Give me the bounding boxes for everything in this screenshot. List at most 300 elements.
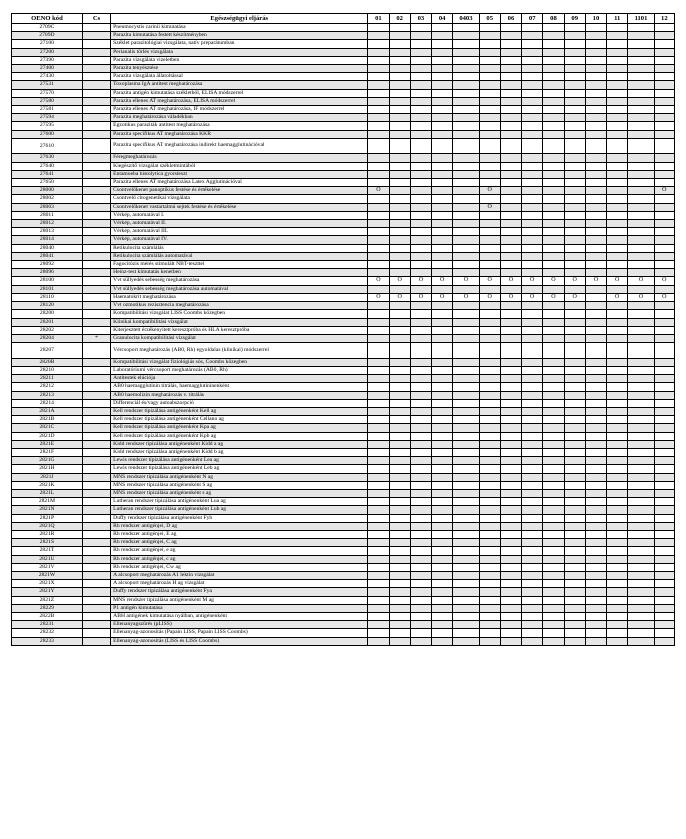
empty-cell xyxy=(543,522,564,530)
empty-cell xyxy=(500,604,521,612)
empty-cell xyxy=(389,318,410,326)
empty-cell xyxy=(479,244,500,252)
empty-cell xyxy=(500,89,521,97)
empty-cell xyxy=(628,637,654,645)
empty-cell xyxy=(585,457,606,465)
empty-cell xyxy=(410,530,431,538)
code-cell: 2821Z xyxy=(12,596,83,604)
empty-cell xyxy=(432,580,453,588)
empty-cell xyxy=(368,424,389,432)
empty-cell xyxy=(654,407,674,415)
code-cell: 2821F xyxy=(12,448,83,456)
empty-cell xyxy=(564,195,585,203)
empty-cell xyxy=(628,506,654,514)
empty-cell xyxy=(389,244,410,252)
table-row xyxy=(12,65,675,73)
empty-cell xyxy=(410,162,431,170)
mark-02: O xyxy=(389,277,410,285)
empty-cell xyxy=(432,261,453,269)
empty-cell xyxy=(389,547,410,555)
cs-cell xyxy=(82,154,110,162)
mark-05: O xyxy=(479,293,500,301)
empty-cell xyxy=(522,498,543,506)
empty-cell xyxy=(432,310,453,318)
empty-cell xyxy=(479,498,500,506)
empty-cell xyxy=(389,424,410,432)
empty-cell xyxy=(410,310,431,318)
empty-cell xyxy=(368,416,389,424)
empty-cell xyxy=(543,122,564,130)
empty-cell xyxy=(628,366,654,374)
empty-cell xyxy=(564,604,585,612)
mark-07: O xyxy=(522,277,543,285)
empty-cell xyxy=(585,293,606,301)
procedure-cell: Toxoplasma IgA antitest meghatározása xyxy=(111,81,368,89)
empty-cell xyxy=(607,596,628,604)
empty-cell xyxy=(585,24,606,32)
empty-cell xyxy=(389,613,410,621)
empty-cell xyxy=(522,448,543,456)
empty-cell xyxy=(522,65,543,73)
table-row xyxy=(12,154,675,162)
empty-cell xyxy=(522,106,543,114)
code-cell: 28213 xyxy=(12,391,83,399)
empty-cell xyxy=(479,506,500,514)
code-cell: 2709C xyxy=(12,24,83,32)
empty-cell xyxy=(432,489,453,497)
empty-cell xyxy=(654,220,674,228)
mark-09: O xyxy=(564,293,585,301)
empty-cell xyxy=(585,244,606,252)
empty-cell xyxy=(585,383,606,391)
empty-cell xyxy=(389,130,410,138)
empty-cell xyxy=(432,285,453,293)
cs-cell xyxy=(82,596,110,604)
code-cell: 28000 xyxy=(12,187,83,195)
empty-cell xyxy=(500,530,521,538)
code-cell: 2821N xyxy=(12,506,83,514)
empty-cell xyxy=(564,522,585,530)
empty-cell xyxy=(432,326,453,334)
procedure-cell: Csontvelőkenet vastartalmú sejtek festése és értékelése xyxy=(111,203,368,211)
empty-cell xyxy=(654,391,674,399)
procedure-cell: Parazita specifikus AT meghatározása indirekt haemagglutinációval xyxy=(111,138,368,154)
cs-cell xyxy=(82,506,110,514)
code-cell: 28110 xyxy=(12,293,83,301)
empty-cell xyxy=(628,343,654,359)
empty-cell xyxy=(654,285,674,293)
empty-cell xyxy=(522,440,543,448)
code-cell: 27581 xyxy=(12,106,83,114)
cs-cell xyxy=(82,522,110,530)
empty-cell xyxy=(543,220,564,228)
empty-cell xyxy=(543,358,564,366)
empty-cell xyxy=(453,358,479,366)
empty-cell xyxy=(654,506,674,514)
empty-cell xyxy=(585,391,606,399)
empty-cell xyxy=(432,220,453,228)
empty-cell xyxy=(500,440,521,448)
empty-cell xyxy=(654,489,674,497)
empty-cell xyxy=(564,220,585,228)
empty-cell xyxy=(522,244,543,252)
empty-cell xyxy=(628,465,654,473)
empty-cell xyxy=(654,261,674,269)
empty-cell xyxy=(389,236,410,244)
empty-cell xyxy=(432,269,453,277)
empty-cell xyxy=(453,56,479,64)
cs-cell: * xyxy=(82,334,110,342)
empty-cell xyxy=(368,195,389,203)
empty-cell xyxy=(453,555,479,563)
empty-cell xyxy=(479,228,500,236)
table-row xyxy=(12,236,675,244)
empty-cell xyxy=(607,285,628,293)
procedure-cell: Parazita antigén kimutatása székletből, ELISA módszerrel xyxy=(111,89,368,97)
cs-cell xyxy=(82,604,110,612)
empty-cell xyxy=(628,440,654,448)
empty-cell xyxy=(410,220,431,228)
table-row xyxy=(12,203,675,211)
empty-cell xyxy=(389,48,410,56)
empty-cell xyxy=(500,195,521,203)
procedure-cell: Laboratóriumi vércsoport meghatározás (AB0, Rh) xyxy=(111,366,368,374)
empty-cell xyxy=(389,629,410,637)
empty-cell xyxy=(368,318,389,326)
empty-cell xyxy=(368,261,389,269)
empty-cell xyxy=(564,40,585,48)
procedure-cell: Vérkép, automatával IV. xyxy=(111,236,368,244)
empty-cell xyxy=(410,343,431,359)
code-cell: 2821R xyxy=(12,530,83,538)
empty-cell xyxy=(628,32,654,40)
code-cell: 28014 xyxy=(12,236,83,244)
empty-cell xyxy=(628,498,654,506)
empty-cell xyxy=(585,375,606,383)
empty-cell xyxy=(654,203,674,211)
empty-cell xyxy=(453,48,479,56)
empty-cell xyxy=(628,432,654,440)
cs-cell xyxy=(82,73,110,81)
empty-cell xyxy=(432,375,453,383)
empty-cell xyxy=(432,81,453,89)
empty-cell xyxy=(628,285,654,293)
empty-cell xyxy=(522,211,543,219)
empty-cell xyxy=(607,416,628,424)
empty-cell xyxy=(432,97,453,105)
empty-cell xyxy=(585,424,606,432)
empty-cell xyxy=(607,366,628,374)
empty-cell xyxy=(410,56,431,64)
empty-cell xyxy=(432,162,453,170)
empty-cell xyxy=(564,122,585,130)
empty-cell xyxy=(410,629,431,637)
table-row xyxy=(12,580,675,588)
empty-cell xyxy=(500,416,521,424)
table-row xyxy=(12,555,675,563)
empty-cell xyxy=(522,24,543,32)
empty-cell xyxy=(543,473,564,481)
empty-cell xyxy=(564,506,585,514)
empty-cell xyxy=(453,269,479,277)
empty-cell xyxy=(453,629,479,637)
cs-cell xyxy=(82,489,110,497)
empty-cell xyxy=(654,228,674,236)
cs-cell xyxy=(82,302,110,310)
empty-cell xyxy=(368,334,389,342)
empty-cell xyxy=(389,457,410,465)
cs-cell xyxy=(82,629,110,637)
empty-cell xyxy=(432,343,453,359)
column-header-06: 06 xyxy=(500,14,521,24)
empty-cell xyxy=(432,432,453,440)
code-cell: 27400 xyxy=(12,65,83,73)
empty-cell xyxy=(453,261,479,269)
table-row xyxy=(12,81,675,89)
empty-cell xyxy=(654,211,674,219)
table-row xyxy=(12,302,675,310)
empty-cell xyxy=(543,48,564,56)
empty-cell xyxy=(410,89,431,97)
table-row xyxy=(12,473,675,481)
empty-cell xyxy=(654,81,674,89)
empty-cell xyxy=(410,383,431,391)
empty-cell xyxy=(607,220,628,228)
table-row xyxy=(12,571,675,579)
empty-cell xyxy=(368,73,389,81)
cs-cell xyxy=(82,432,110,440)
cs-cell xyxy=(82,563,110,571)
cs-cell xyxy=(82,81,110,89)
empty-cell xyxy=(410,261,431,269)
empty-cell xyxy=(500,621,521,629)
empty-cell xyxy=(522,195,543,203)
empty-cell xyxy=(500,637,521,645)
empty-cell xyxy=(410,106,431,114)
empty-cell xyxy=(628,269,654,277)
cs-cell xyxy=(82,391,110,399)
table-row xyxy=(12,130,675,138)
procedure-cell: Retikulocita számlálás xyxy=(111,244,368,252)
empty-cell xyxy=(585,481,606,489)
empty-cell xyxy=(500,629,521,637)
empty-cell xyxy=(432,130,453,138)
empty-cell xyxy=(585,580,606,588)
empty-cell xyxy=(410,522,431,530)
empty-cell xyxy=(564,596,585,604)
empty-cell xyxy=(585,65,606,73)
code-cell: 2821H xyxy=(12,465,83,473)
empty-cell xyxy=(389,399,410,407)
empty-cell xyxy=(500,514,521,522)
empty-cell xyxy=(543,604,564,612)
empty-cell xyxy=(389,195,410,203)
empty-cell xyxy=(410,637,431,645)
empty-cell xyxy=(564,32,585,40)
empty-cell xyxy=(543,334,564,342)
empty-cell xyxy=(564,203,585,211)
empty-cell xyxy=(628,130,654,138)
empty-cell xyxy=(522,122,543,130)
empty-cell xyxy=(389,122,410,130)
empty-cell xyxy=(479,65,500,73)
cs-cell xyxy=(82,170,110,178)
empty-cell xyxy=(500,236,521,244)
empty-cell xyxy=(564,65,585,73)
empty-cell xyxy=(564,580,585,588)
mark-03: O xyxy=(410,293,431,301)
empty-cell xyxy=(500,375,521,383)
table-row xyxy=(12,293,675,301)
empty-cell xyxy=(585,637,606,645)
code-cell: 2821U xyxy=(12,555,83,563)
empty-cell xyxy=(453,285,479,293)
empty-cell xyxy=(607,358,628,366)
empty-cell xyxy=(389,571,410,579)
empty-cell xyxy=(564,81,585,89)
empty-cell xyxy=(453,211,479,219)
empty-cell xyxy=(564,48,585,56)
empty-cell xyxy=(522,613,543,621)
empty-cell xyxy=(654,555,674,563)
empty-cell xyxy=(654,637,674,645)
table-row xyxy=(12,457,675,465)
cs-cell xyxy=(82,539,110,547)
mark-06: O xyxy=(500,277,521,285)
empty-cell xyxy=(410,539,431,547)
empty-cell xyxy=(389,114,410,122)
empty-cell xyxy=(628,326,654,334)
empty-cell xyxy=(522,130,543,138)
code-cell: 28204 xyxy=(12,334,83,342)
cs-cell xyxy=(82,457,110,465)
empty-cell xyxy=(564,130,585,138)
empty-cell xyxy=(543,56,564,64)
empty-cell xyxy=(410,407,431,415)
empty-cell xyxy=(368,236,389,244)
empty-cell xyxy=(607,154,628,162)
empty-cell xyxy=(654,432,674,440)
empty-cell xyxy=(432,106,453,114)
empty-cell xyxy=(585,302,606,310)
empty-cell xyxy=(389,73,410,81)
empty-cell xyxy=(654,580,674,588)
empty-cell xyxy=(543,580,564,588)
code-cell: 27650 xyxy=(12,179,83,187)
empty-cell xyxy=(479,391,500,399)
procedure-cell: Kompatibilitási vizsgálat fiziológiás sós, Coombs közegben xyxy=(111,358,368,366)
empty-cell xyxy=(522,269,543,277)
empty-cell xyxy=(654,539,674,547)
empty-cell xyxy=(607,310,628,318)
empty-cell xyxy=(453,162,479,170)
empty-cell xyxy=(453,613,479,621)
empty-cell xyxy=(432,244,453,252)
empty-cell xyxy=(479,604,500,612)
empty-cell xyxy=(432,203,453,211)
mark-1101: O xyxy=(628,293,654,301)
mark-01: O xyxy=(368,293,389,301)
procedure-cell: P1 antigén kimutatása xyxy=(111,604,368,612)
table-row xyxy=(12,522,675,530)
empty-cell xyxy=(453,457,479,465)
empty-cell xyxy=(410,81,431,89)
empty-cell xyxy=(500,571,521,579)
empty-cell xyxy=(585,318,606,326)
empty-cell xyxy=(500,56,521,64)
empty-cell xyxy=(607,252,628,260)
empty-cell xyxy=(522,383,543,391)
empty-cell xyxy=(389,56,410,64)
empty-cell xyxy=(564,621,585,629)
empty-cell xyxy=(479,81,500,89)
procedure-cell: MNS rendszer tipizálása antigénenként s ag xyxy=(111,489,368,497)
procedure-cell: Parazita meghatározása váladékban xyxy=(111,114,368,122)
empty-cell xyxy=(585,596,606,604)
empty-cell xyxy=(522,261,543,269)
empty-cell xyxy=(522,310,543,318)
cs-cell xyxy=(82,580,110,588)
empty-cell xyxy=(607,48,628,56)
empty-cell xyxy=(607,170,628,178)
table-row xyxy=(12,383,675,391)
empty-cell xyxy=(410,457,431,465)
empty-cell xyxy=(389,432,410,440)
empty-cell xyxy=(432,391,453,399)
empty-cell xyxy=(479,252,500,260)
empty-cell xyxy=(479,32,500,40)
empty-cell xyxy=(453,571,479,579)
empty-cell xyxy=(585,465,606,473)
empty-cell xyxy=(654,97,674,105)
empty-cell xyxy=(432,154,453,162)
empty-cell xyxy=(607,629,628,637)
empty-cell xyxy=(522,407,543,415)
code-cell: 2821X xyxy=(12,580,83,588)
empty-cell xyxy=(368,383,389,391)
empty-cell xyxy=(453,506,479,514)
empty-cell xyxy=(628,448,654,456)
empty-cell xyxy=(432,563,453,571)
code-cell: 28207 xyxy=(12,343,83,359)
empty-cell xyxy=(607,514,628,522)
table-row xyxy=(12,375,675,383)
empty-cell xyxy=(564,318,585,326)
cs-cell xyxy=(82,621,110,629)
empty-cell xyxy=(585,407,606,415)
empty-cell xyxy=(585,522,606,530)
empty-cell xyxy=(453,203,479,211)
code-cell: 2822B xyxy=(12,613,83,621)
code-cell: 27430 xyxy=(12,73,83,81)
procedure-cell: A alcsoport meghatározás H ag vizsgálat xyxy=(111,580,368,588)
empty-cell xyxy=(654,343,674,359)
procedure-cell: Duffy rendszer tipizálása antigénenként Fyb xyxy=(111,514,368,522)
empty-cell xyxy=(500,32,521,40)
empty-cell xyxy=(654,170,674,178)
code-cell: 28096 xyxy=(12,269,83,277)
cs-cell xyxy=(82,375,110,383)
empty-cell xyxy=(368,220,389,228)
empty-cell xyxy=(607,73,628,81)
empty-cell xyxy=(479,424,500,432)
empty-cell xyxy=(654,32,674,40)
empty-cell xyxy=(628,358,654,366)
empty-cell xyxy=(607,81,628,89)
empty-cell xyxy=(453,596,479,604)
empty-cell xyxy=(453,547,479,555)
empty-cell xyxy=(628,73,654,81)
